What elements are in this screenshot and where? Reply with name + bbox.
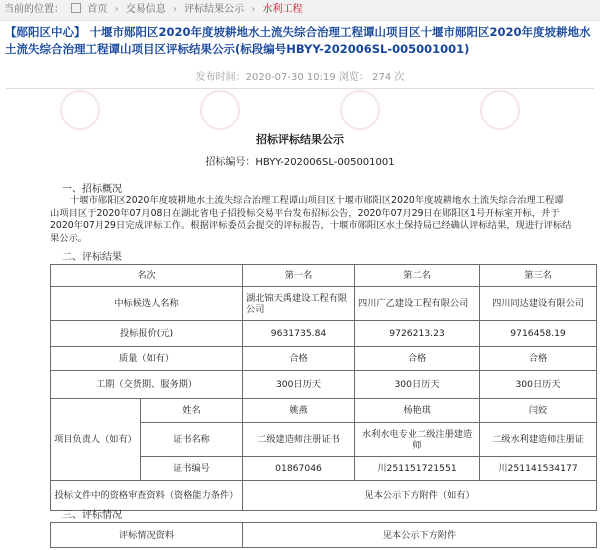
breadcrumb [0,0,600,21]
manager-name: 闫姣 [480,399,597,423]
candidate-name: 四川同达建设有限公司 [480,287,597,321]
home-icon [71,3,81,13]
overview-paragraph: 十堰市郧阳区2020年度坡耕地水土流失综合治理工程谭山项目区十堰市郧阳区2020年度坡耕地水土流失综合治理工程谭山项目区于2020年07月08日在湖北省电子招投标交易平台发布招标公告，2020年07月29日在郧阳区1号开标室开标，并于2020年07月29日完成评标工作。根据评标委员会提交的评标报告，十堰市郧阳区水土保持局已经确认评标结果，现进行评标结果公示。 [50,195,572,244]
quality-value: 合格 [355,347,480,371]
breadcrumb-prefix: 当前的位置： [4,4,64,15]
section-results: 二、评标结果 [62,252,122,263]
watermark-seal [340,90,380,130]
header-first: 第一名 [243,265,355,287]
cert-name: 二级建造师注册证书 [243,423,355,457]
row-label: 姓名 [141,399,243,423]
row-label: 投标文件中的资格审查资料（资格能力条件） [51,481,243,511]
table-row [51,523,597,548]
breadcrumb-separator: › [114,4,119,15]
watermark-seal [480,90,520,130]
bid-price: 9716458.19 [480,321,597,347]
section-evaluation: 三、评标情况 [62,510,122,521]
bid-price: 9726213.23 [355,321,480,347]
table-header-row [51,265,597,287]
duration-value: 300日历天 [480,371,597,399]
section-overview: 一、招标概况 [62,184,122,195]
manager-name: 姚燕 [243,399,355,423]
row-label: 中标候选人名称 [51,287,243,321]
divider [6,88,594,89]
breadcrumb-trade-link[interactable]: 交易信息 [125,4,166,15]
header-third: 第三名 [480,265,597,287]
results-table [50,264,597,511]
manager-name: 杨艳琪 [355,399,480,423]
table-row [51,347,597,371]
evaluation-table [50,522,597,548]
breadcrumb-water-link[interactable]: 水利工程 [262,4,303,15]
qual-value: 见本公示下方附件（如有） [243,481,597,511]
duration-value: 300日历天 [243,371,355,399]
article-title: 【郧阳区中心】 十堰市郧阳区2020年度坡耕地水土流失综合治理工程谭山项目区十堰市郧阳区2020年度坡耕地水土流失综合治理工程谭山项目区评标结果公示(标段编号HBYY-202006SL-005001001) [5,25,591,56]
notice-title: 招标评标结果公示 [256,133,344,146]
row-label: 工期（交货期、服务期） [51,371,243,399]
cert-number: 川251151721551 [355,457,480,481]
row-label: 证书编号 [141,457,243,481]
header-second: 第二名 [355,265,480,287]
row-label: 质量（如有） [51,347,243,371]
table-row [51,321,597,347]
header-rank: 名次 [51,265,243,287]
table-row [51,481,597,511]
breadcrumb-separator: › [251,4,256,15]
table-row [51,399,597,423]
table-row [51,371,597,399]
cert-number: 01867046 [243,457,355,481]
tender-code: 招标编号：HBYY-202006SL-005001001 [205,157,395,168]
watermark-seal [200,90,240,130]
breadcrumb-separator: › [172,4,177,15]
publish-meta: 发布时间：2020-07-30 10:19 浏览： 274 次 [195,72,405,83]
cert-number: 川251141534177 [480,457,597,481]
candidate-name: 四川广乙建设工程有限公司 [355,287,480,321]
duration-value: 300日历天 [355,371,480,399]
candidate-name: 湖北锦天禹建设工程有限公司 [243,287,355,321]
cert-name: 二级水利建造师注册证 [480,423,597,457]
breadcrumb-home-link[interactable]: 首页 [87,4,108,15]
cert-name: 水利水电专业二级注册建造师 [355,423,480,457]
breadcrumb-result-link[interactable]: 评标结果公示 [184,4,245,15]
row-label: 评标情况资料 [51,523,243,548]
row-label: 投标报价(元) [51,321,243,347]
eval-value: 见本公示下方附件 [243,523,597,548]
table-row [51,287,597,321]
manager-group-label: 项目负责人（如有） [51,399,141,481]
quality-value: 合格 [480,347,597,371]
watermark-seal [60,90,100,130]
quality-value: 合格 [243,347,355,371]
row-label: 证书名称 [141,423,243,457]
bid-price: 9631735.84 [243,321,355,347]
